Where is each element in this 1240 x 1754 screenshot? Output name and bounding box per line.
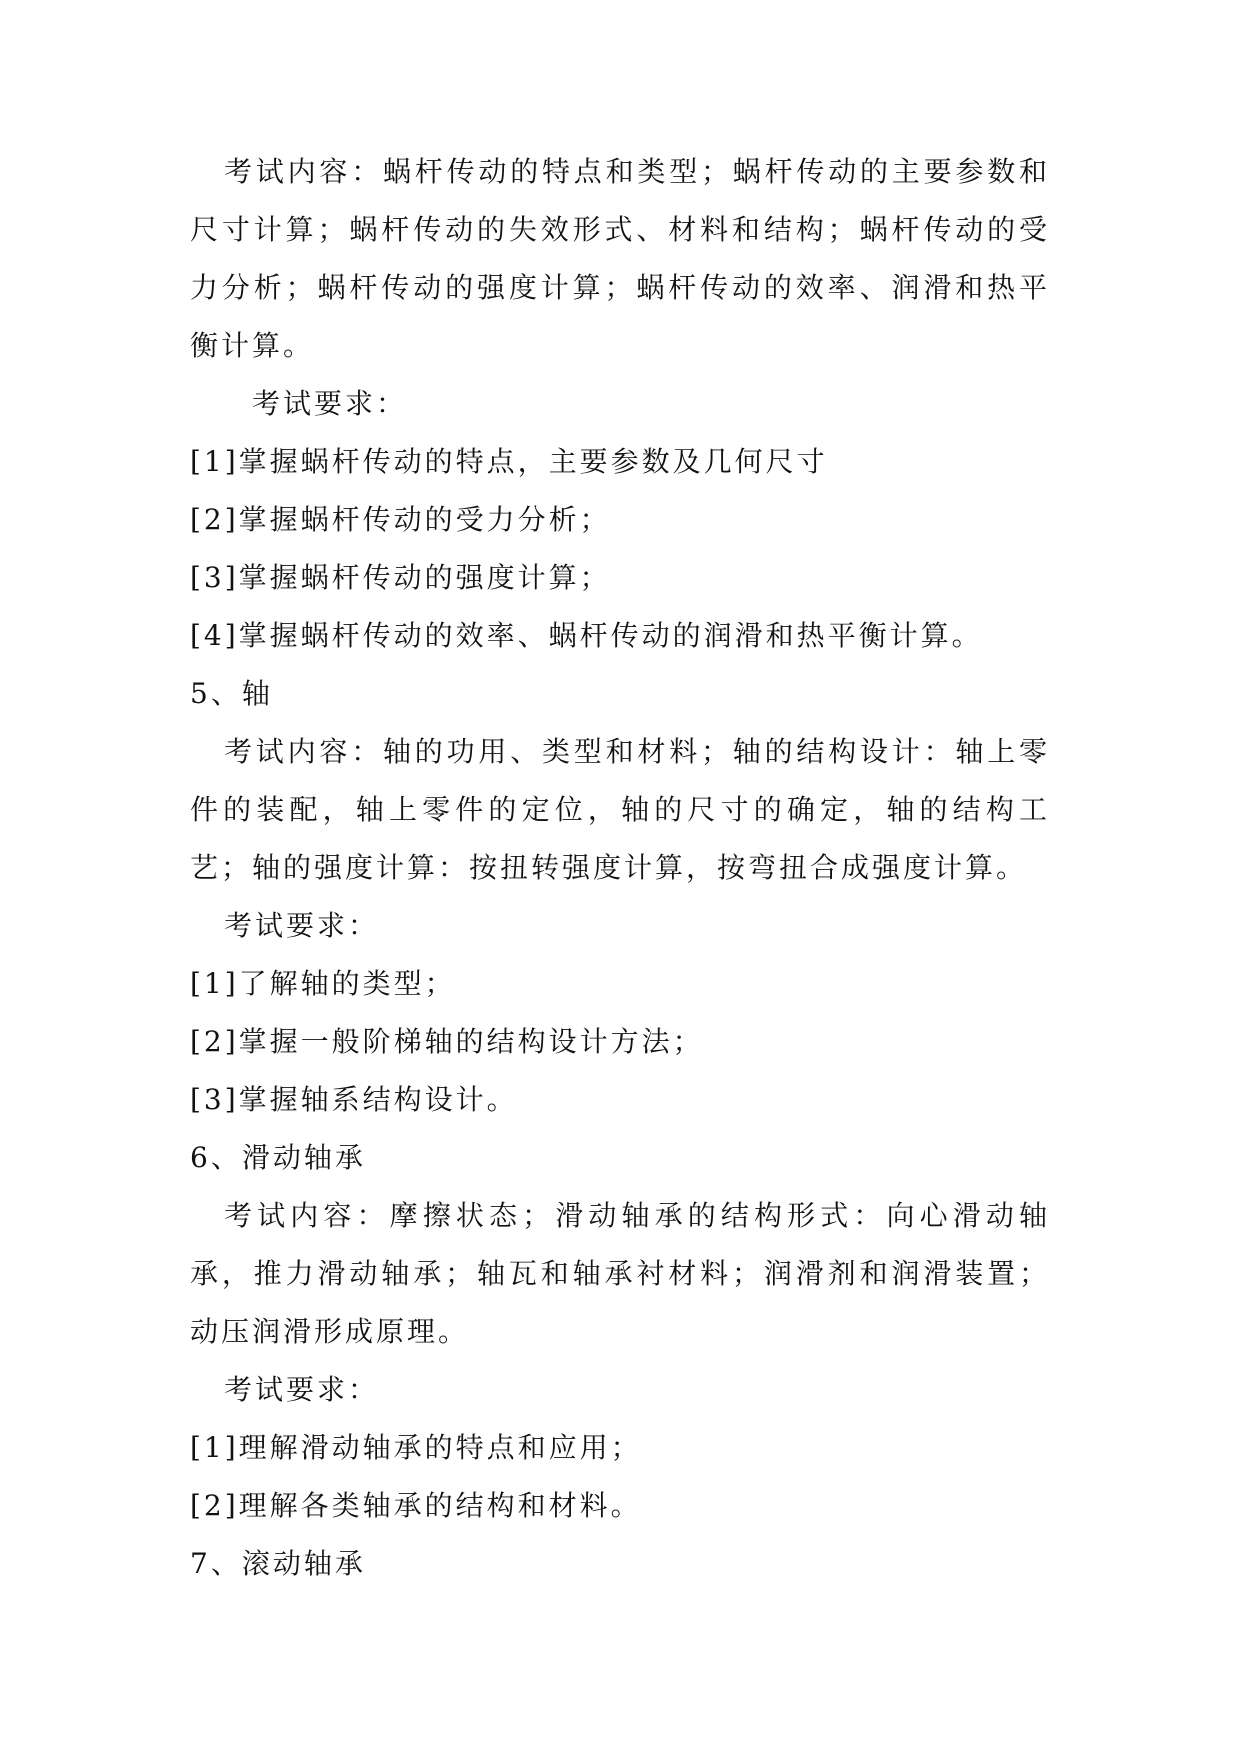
sliding-bearing-content: 考试内容：摩擦状态；滑动轴承的结构形式：向心滑动轴承，推力滑动轴承；轴瓦和轴承衬材料；润滑剂和润滑装置；动压润滑形成原理。: [190, 1199, 1050, 1348]
sliding-bearing-requirement-2: [2]理解各类轴承的结构和材料。: [190, 1489, 642, 1522]
shaft-requirement-1: [1]了解轴的类型；: [190, 967, 456, 1000]
shaft-content: 考试内容：轴的功用、类型和材料；轴的结构设计：轴上零件的装配，轴上零件的定位，轴的尺寸的确定，轴的结构工艺；轴的强度计算：按扭转强度计算，按弯扭合成强度计算。: [190, 735, 1050, 884]
worm-requirements-label: 考试要求：: [252, 387, 408, 420]
shaft-requirement-3: [3]掌握轴系结构设计。: [190, 1083, 518, 1116]
worm-content: 考试内容：蜗杆传动的特点和类型；蜗杆传动的主要参数和尺寸计算；蜗杆传动的失效形式、材料和结构；蜗杆传动的受力分析；蜗杆传动的强度计算；蜗杆传动的效率、润滑和热平衡计算。: [190, 155, 1050, 362]
sliding-bearing-requirements-label: 考试要求：: [224, 1373, 380, 1406]
shaft-requirement-2: [2]掌握一般阶梯轴的结构设计方法；: [190, 1025, 704, 1058]
document-page: [190, 143, 1050, 1593]
worm-requirement-3: [3]掌握蜗杆传动的强度计算；: [190, 561, 611, 594]
worm-requirement-4: [4]掌握蜗杆传动的效率、蜗杆传动的润滑和热平衡计算。: [190, 619, 983, 652]
shaft-heading: 5、轴: [190, 677, 273, 710]
sliding-bearing-requirement-1: [1]理解滑动轴承的特点和应用；: [190, 1431, 642, 1464]
worm-requirement-1: [1]掌握蜗杆传动的特点，主要参数及几何尺寸: [190, 445, 828, 478]
worm-requirement-2: [2]掌握蜗杆传动的受力分析；: [190, 503, 611, 536]
rolling-bearing-heading: 7、滚动轴承: [190, 1547, 366, 1580]
shaft-requirements-label: 考试要求：: [224, 909, 380, 942]
sliding-bearing-heading: 6、滑动轴承: [190, 1141, 366, 1174]
